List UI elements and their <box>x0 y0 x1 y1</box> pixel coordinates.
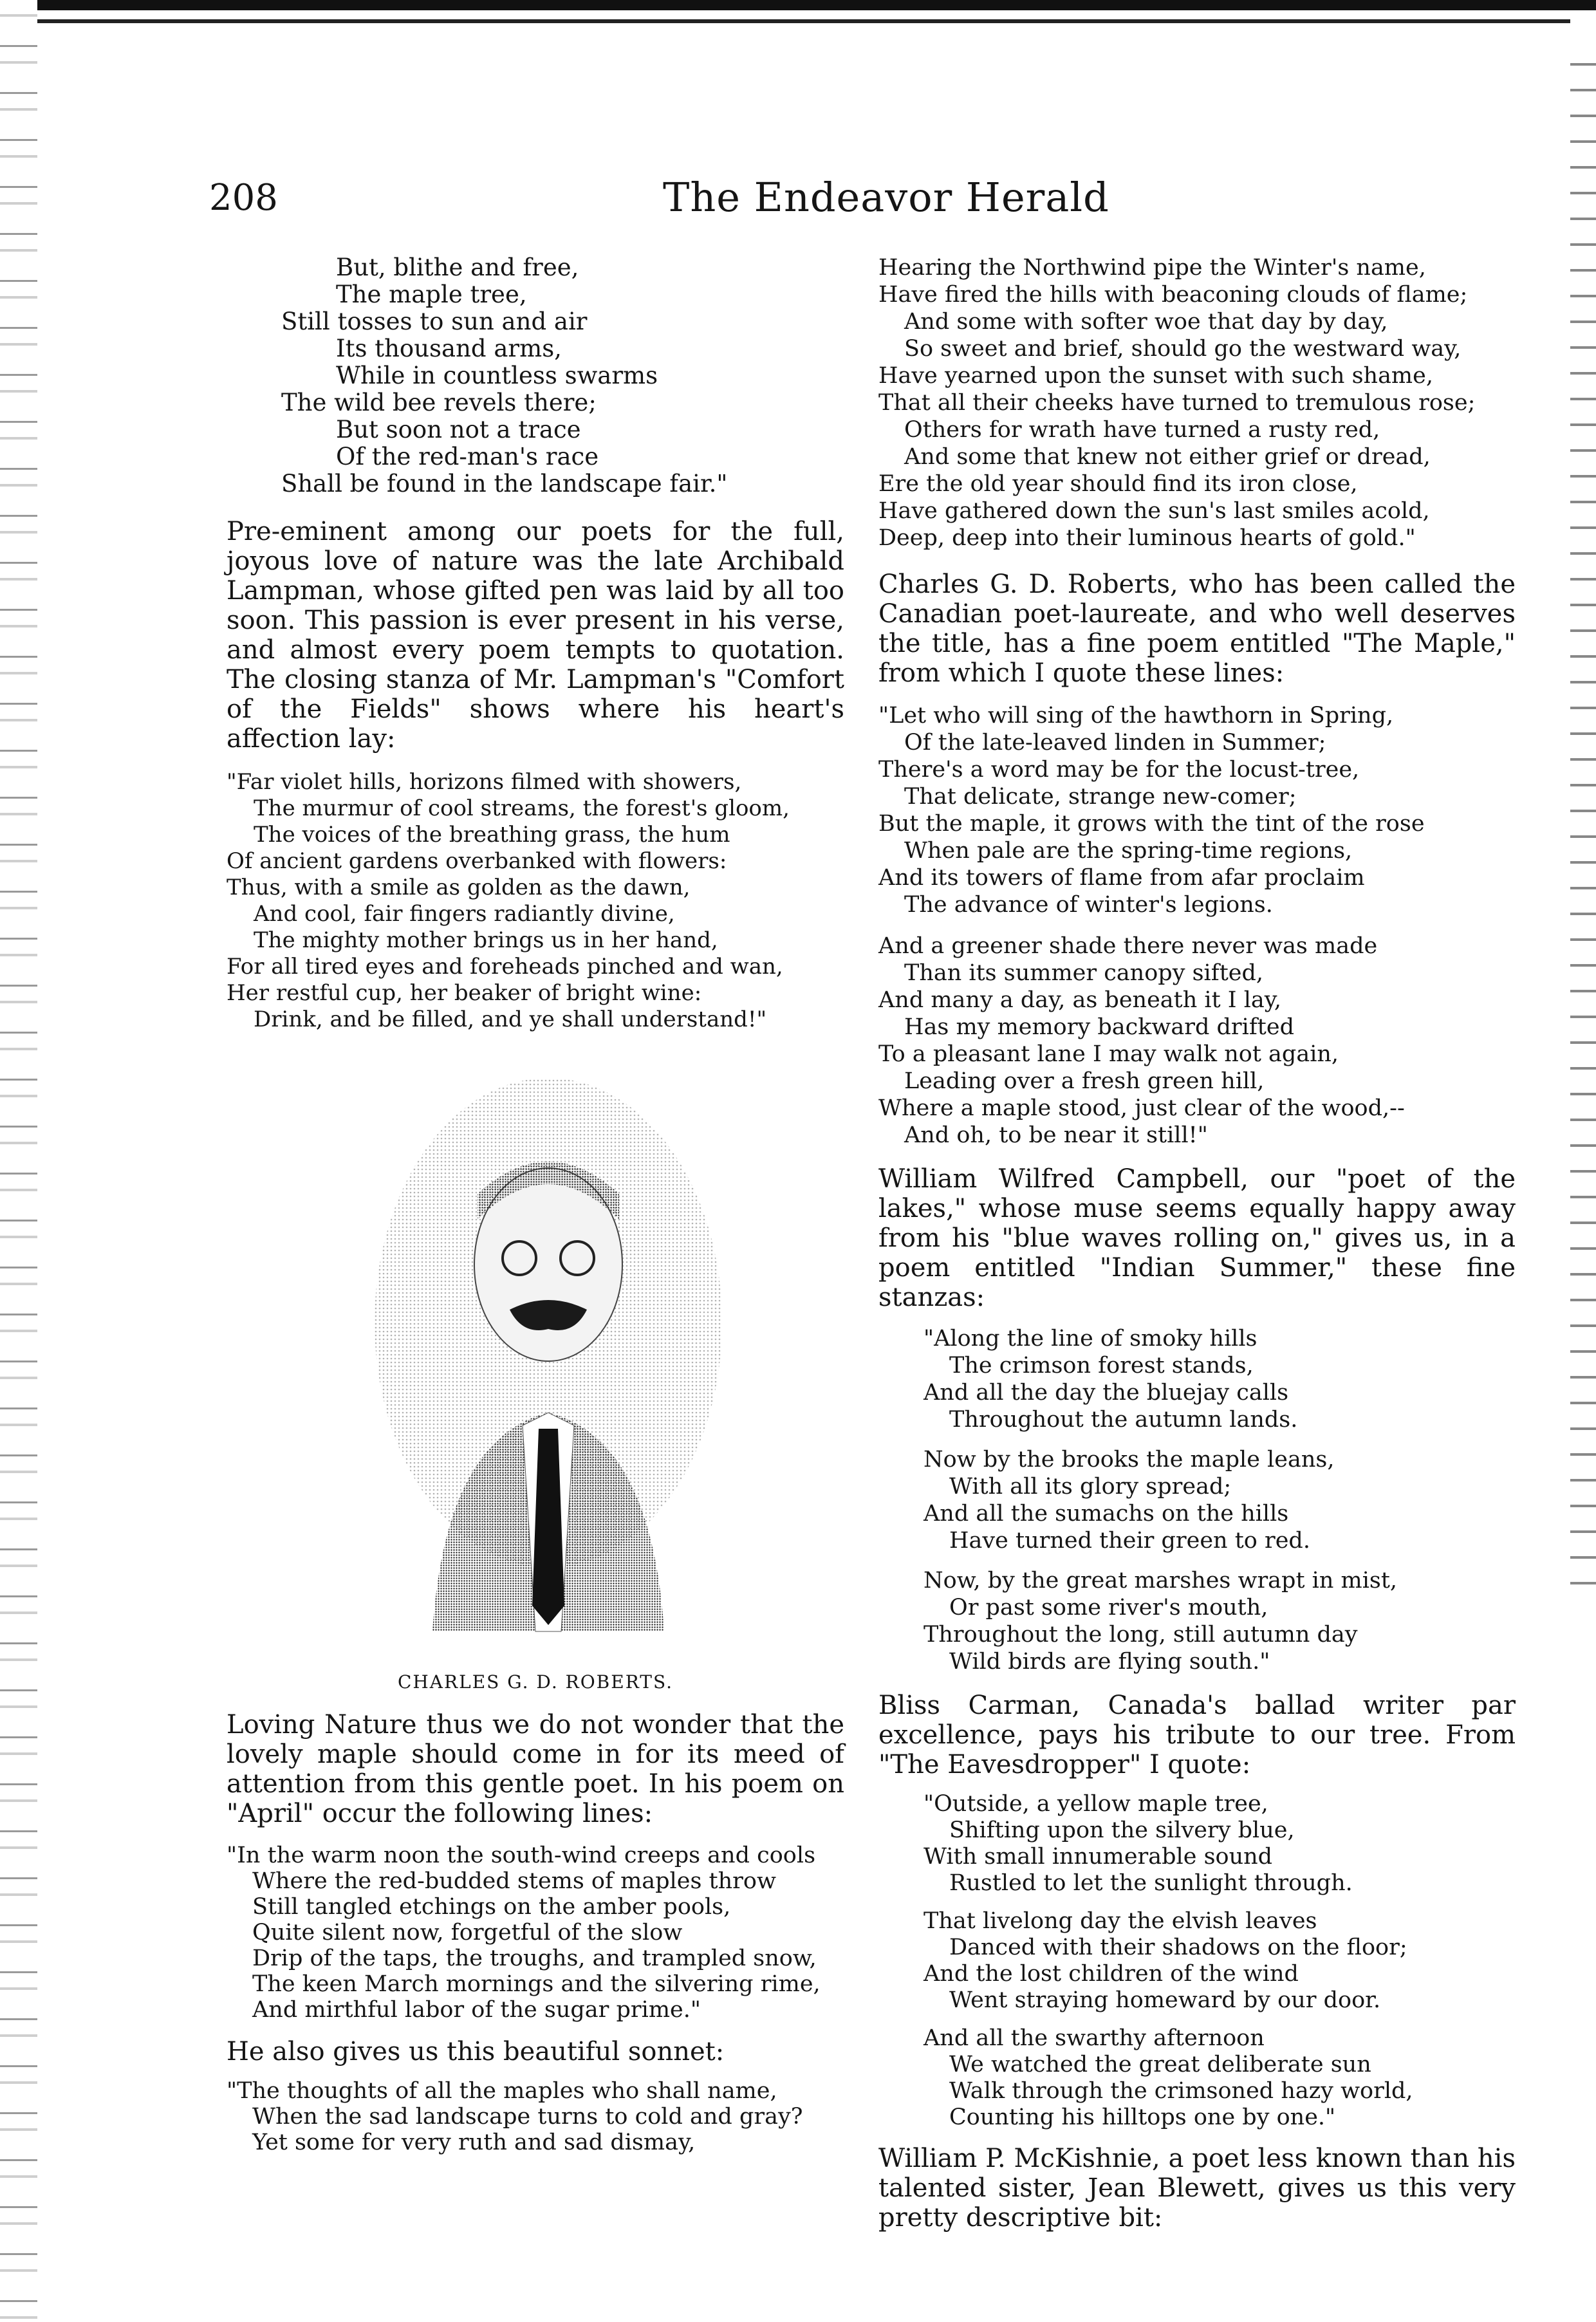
top-border-rule-thin <box>26 19 1570 23</box>
poem-stanza <box>878 702 1516 918</box>
poem-stanza <box>227 2078 844 2155</box>
poem-line: Deep, deep into their luminous hearts of gold." <box>878 525 1416 551</box>
poem-stanza <box>878 933 1516 1149</box>
body-paragraph: Charles G. D. Roberts, who has been called the Canadian poet-laureate, and who well deserves the title, has a fine poem entitled "The Maple," from which I quote these lines: <box>878 570 1516 688</box>
left-margin-scan-marks <box>0 0 37 2322</box>
poem-line: And all the day the bluejay calls <box>923 1380 1289 1406</box>
body-paragraph: Bliss Carman, Canada's ballad writer par excellence, pays his tribute to our tree. From "The Eavesdropper" I quote: <box>878 1691 1516 1779</box>
poem-line: "Outside, a yellow maple tree, <box>923 1791 1268 1817</box>
poem-line: And some with softer woe that day by day, <box>904 309 1388 335</box>
poem-line: Now, by the great marshes wrapt in mist, <box>923 1568 1398 1593</box>
poem-line: Her restful cup, her beaker of bright wine: <box>227 980 702 1006</box>
poem-line: So sweet and brief, should go the westward way, <box>904 336 1461 362</box>
poem-line: That delicate, strange new-comer; <box>904 784 1297 810</box>
poem-line: And oh, to be near it still!" <box>904 1122 1208 1148</box>
poem-line: The crimson forest stands, <box>949 1353 1254 1379</box>
poem-line: When the sad landscape turns to cold and gray? <box>252 2104 803 2130</box>
running-title: The Endeavor Herald <box>663 174 1109 221</box>
right-column <box>878 254 1516 2233</box>
poem-line: Hearing the Northwind pipe the Winter's name, <box>878 255 1426 281</box>
poem-line: But the maple, it grows with the tint of the rose <box>878 811 1425 837</box>
poem-line: The keen March mornings and the silvering rime, <box>252 1971 821 1997</box>
poem-line: Throughout the long, still autumn day <box>923 1622 1358 1648</box>
poem-line: But soon not a trace <box>336 416 581 443</box>
poem-line: We watched the great deliberate sun <box>949 2052 1371 2077</box>
poem-line: Shall be found in the landscape fair." <box>281 470 728 497</box>
poem-line: Than its summer canopy sifted, <box>904 960 1264 986</box>
poem-line: Walk through the crimsoned hazy world, <box>949 2078 1413 2104</box>
poem-line: To a pleasant lane I may walk not again, <box>878 1041 1339 1067</box>
poem-line: Still tangled etchings on the amber pools, <box>252 1894 731 1920</box>
top-border-rule <box>0 0 1596 10</box>
poem-line: And a greener shade there never was made <box>878 933 1378 959</box>
poem-line: Has my memory backward drifted <box>904 1014 1294 1040</box>
poem-line: "Let who will sing of the hawthorn in Spring, <box>878 703 1394 729</box>
poem-line: Quite silent now, forgetful of the slow <box>252 1920 683 1946</box>
poem-line: Went straying homeward by our door. <box>949 1987 1381 2013</box>
poem-line: With all its glory spread; <box>949 1474 1232 1500</box>
poem-line: Have turned their green to red. <box>949 1528 1310 1554</box>
body-paragraph: Pre-eminent among our poets for the full, joyous love of nature was the late Archibald Lampman, whose gifted pen was laid by all too soon. This passion is ever present in his verse, and almost every poem tempts to quotation. The closing stanza of Mr. Lampman's "Comfort of the Fields" shows where his heart's affection lay: <box>227 517 844 754</box>
poem-stanza <box>878 254 1516 552</box>
page-number: 208 <box>209 177 278 219</box>
body-paragraph: William P. McKishnie, a poet less known than his talented sister, Jean Blewett, gives us this very pretty descriptive bit: <box>878 2144 1516 2233</box>
poem-line: "Far violet hills, horizons filmed with showers, <box>227 769 742 795</box>
poem-line: Where the red-budded stems of maples throw <box>252 1868 776 1894</box>
poem-line: Others for wrath have turned a rusty red, <box>904 417 1380 443</box>
poem-line: With small innumerable sound <box>923 1844 1273 1870</box>
poem-line: The mighty mother brings us in her hand, <box>254 927 718 953</box>
body-paragraph: He also gives us this beautiful sonnet: <box>227 2037 725 2067</box>
poem-line: And cool, fair fingers radiantly divine, <box>254 901 675 927</box>
poem-line: There's a word may be for the locust-tree, <box>878 757 1360 783</box>
poem-line: Of the late-leaved linden in Summer; <box>904 730 1326 756</box>
poem-line: Have fired the hills with beaconing clouds of flame; <box>878 282 1468 308</box>
poem-line: Yet some for very ruth and sad dismay, <box>252 2130 696 2155</box>
poem-line: Its thousand arms, <box>336 335 562 362</box>
poem-stanza <box>878 1567 1516 1675</box>
portrait-caption: CHARLES G. D. ROBERTS. <box>397 1671 674 1693</box>
poem-line: The maple tree, <box>336 281 527 308</box>
poem-line: Still tosses to sun and air <box>281 308 588 335</box>
poem-line: The voices of the breathing grass, the hum <box>254 822 730 848</box>
left-column <box>227 254 844 2155</box>
poem-line: Wild birds are flying south." <box>949 1649 1270 1675</box>
poem-line: Or past some river's mouth, <box>949 1595 1268 1621</box>
poem-line: While in countless swarms <box>336 362 658 389</box>
poem-stanza <box>878 1446 1516 1554</box>
poem-line: That all their cheeks have turned to tremulous rose; <box>878 390 1476 416</box>
poem-line: "In the warm noon the south-wind creeps and cools <box>227 1843 816 1868</box>
poem-stanza <box>878 2025 1516 2131</box>
poem-line: Leading over a fresh green hill, <box>904 1068 1265 1094</box>
poem-line: The advance of winter's legions. <box>904 892 1273 918</box>
poem-stanza <box>227 1843 844 2023</box>
poem-line: The murmur of cool streams, the forest's gloom, <box>254 795 790 821</box>
poem-line: Drip of the taps, the troughs, and trampled snow, <box>252 1946 817 1971</box>
poem-line: And mirthful labor of the sugar prime." <box>252 1997 701 2023</box>
poem-stanza <box>227 769 844 1033</box>
poem-line: "Along the line of smoky hills <box>923 1326 1257 1351</box>
poem-line: Now by the brooks the maple leans, <box>923 1447 1335 1472</box>
poem-stanza <box>878 1791 1516 1897</box>
right-margin-scan-marks <box>1570 51 1596 1596</box>
portrait-engraving <box>355 1052 741 1664</box>
poem-line: But, blithe and free, <box>336 254 579 281</box>
poem-line: Throughout the autumn lands. <box>949 1407 1298 1433</box>
poem-line: Thus, with a smile as golden as the dawn, <box>227 875 691 900</box>
poem-line: And all the swarthy afternoon <box>923 2025 1265 2051</box>
poem-line: And many a day, as beneath it I lay, <box>878 987 1282 1013</box>
poem-line: That livelong day the elvish leaves <box>923 1908 1317 1934</box>
poem-line: Where a maple stood, just clear of the wood,-- <box>878 1095 1405 1121</box>
poem-line: And its towers of flame from afar proclaim <box>878 865 1365 891</box>
poem-line: And the lost children of the wind <box>923 1961 1299 1987</box>
poem-line: Drink, and be filled, and ye shall understand!" <box>254 1007 767 1032</box>
body-paragraph: Loving Nature thus we do not wonder that the lovely maple should come in for its meed of attention from this gentle poet. In his poem on "April" occur the following lines: <box>227 1710 844 1828</box>
poem-line: And all the sumachs on the hills <box>923 1501 1289 1527</box>
body-paragraph: William Wilfred Campbell, our "poet of the lakes," whose muse seems equally happy away from his "blue waves rolling on," gives us, in a poem entitled "Indian Summer," these fine stanzas: <box>878 1164 1516 1312</box>
poem-line: For all tired eyes and foreheads pinched and wan, <box>227 954 783 980</box>
poem-line: Of ancient gardens overbanked with flowers: <box>227 848 727 874</box>
poem-line: Rustled to let the sunlight through. <box>949 1870 1353 1896</box>
poem-line: When pale are the spring-time regions, <box>904 838 1353 864</box>
poem-stanza <box>878 1325 1516 1433</box>
poem-line: Shifting upon the silvery blue, <box>949 1817 1295 1843</box>
poem-line: Ere the old year should find its iron close, <box>878 471 1358 497</box>
poem-line: "The thoughts of all the maples who shall name, <box>227 2078 777 2104</box>
poem-line: Have yearned upon the sunset with such shame, <box>878 363 1433 389</box>
poem-line: Danced with their shadows on the floor; <box>949 1935 1407 1960</box>
poem-line: Of the red-man's race <box>336 443 599 470</box>
poem-line: The wild bee revels there; <box>281 389 597 416</box>
poem-line: Have gathered down the sun's last smiles acold, <box>878 498 1430 524</box>
poem-line: And some that knew not either grief or dread, <box>904 444 1431 470</box>
poem-stanza <box>227 254 844 497</box>
poem-stanza <box>878 1908 1516 2014</box>
poem-line: Counting his hilltops one by one." <box>949 2104 1336 2130</box>
